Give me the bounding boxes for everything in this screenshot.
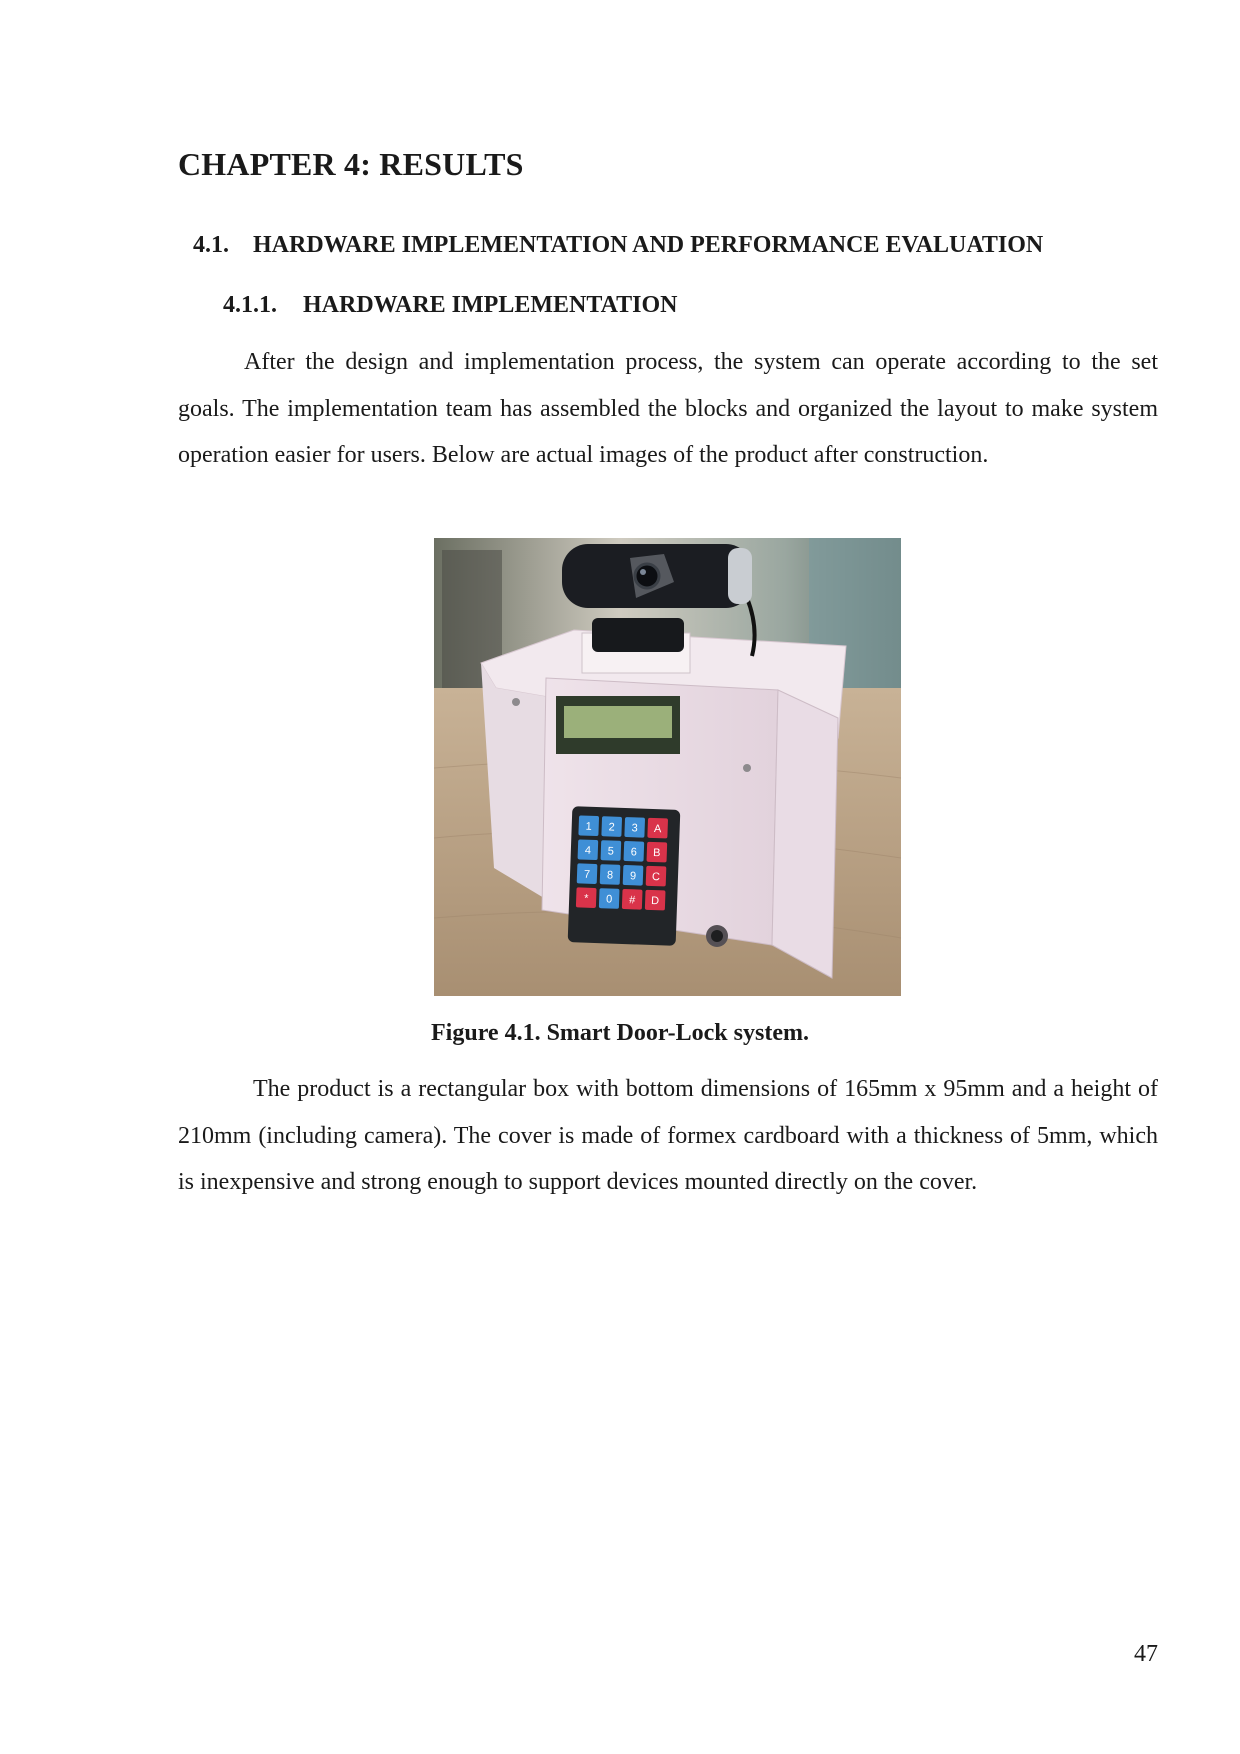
keypad-key-label: 4 bbox=[584, 844, 592, 857]
chapter-title: CHAPTER 4: RESULTS bbox=[178, 146, 524, 182]
subsection-title: HARDWARE IMPLEMENTATION bbox=[303, 292, 678, 318]
page-number: 47 bbox=[1134, 1641, 1158, 1667]
keypad-key-label: C bbox=[651, 870, 661, 884]
webcam-lens-glint bbox=[640, 569, 646, 575]
screw bbox=[512, 698, 520, 706]
button-center bbox=[711, 930, 723, 942]
keypad-key-label: 0 bbox=[605, 893, 613, 906]
keypad-key-label: 3 bbox=[631, 822, 638, 835]
keypad-key-label: 5 bbox=[607, 845, 615, 858]
keypad-key-label: 6 bbox=[630, 846, 638, 859]
subsection-heading bbox=[223, 292, 677, 319]
keypad-key-label: 9 bbox=[629, 870, 637, 883]
paragraph-product-description: The product is a rectangular box with bottom dimensions of 165mm x 95mm and a height of 210mm (including camera). The cover is made of formex cardboard with a thickness of 5mm, which is inexpensive and strong enough to support devices mounted directly on the cover. bbox=[178, 1076, 1158, 1195]
camera-clip bbox=[592, 618, 684, 652]
keypad-key-label: B bbox=[652, 847, 661, 860]
paragraph-intro: After the design and implementation process, the system can operate according to the set goals. The implementation team has assembled the blocks and organized the layout to make system operation easier for users. Below are actual images of the product after construction. bbox=[178, 349, 1158, 468]
box-right-panel bbox=[772, 690, 838, 978]
webcam-lens bbox=[635, 564, 659, 588]
section-title: HARDWARE IMPLEMENTATION AND PERFORMANCE EVALUATION bbox=[253, 232, 1044, 258]
keypad-key-label: 8 bbox=[606, 869, 614, 882]
product-photo bbox=[434, 538, 901, 996]
screw bbox=[743, 764, 751, 772]
keypad-key-label: 1 bbox=[585, 820, 592, 833]
keypad-key-label: * bbox=[583, 892, 589, 905]
section-number: 4.1. bbox=[193, 232, 229, 258]
section-heading bbox=[193, 232, 1163, 259]
keypad-key-label: 2 bbox=[608, 821, 615, 834]
keypad-key-label: # bbox=[628, 894, 636, 907]
keypad-key-label: A bbox=[653, 823, 662, 836]
keypad-key-label: 7 bbox=[583, 868, 591, 881]
lcd-screen bbox=[564, 706, 672, 738]
figure-caption: Figure 4.1. Smart Door-Lock system. bbox=[431, 1020, 809, 1046]
subsection-number: 4.1.1. bbox=[223, 292, 277, 318]
webcam-bezel bbox=[728, 548, 752, 604]
keypad-key-label: D bbox=[650, 894, 660, 908]
product-photo-illustration bbox=[434, 538, 901, 996]
